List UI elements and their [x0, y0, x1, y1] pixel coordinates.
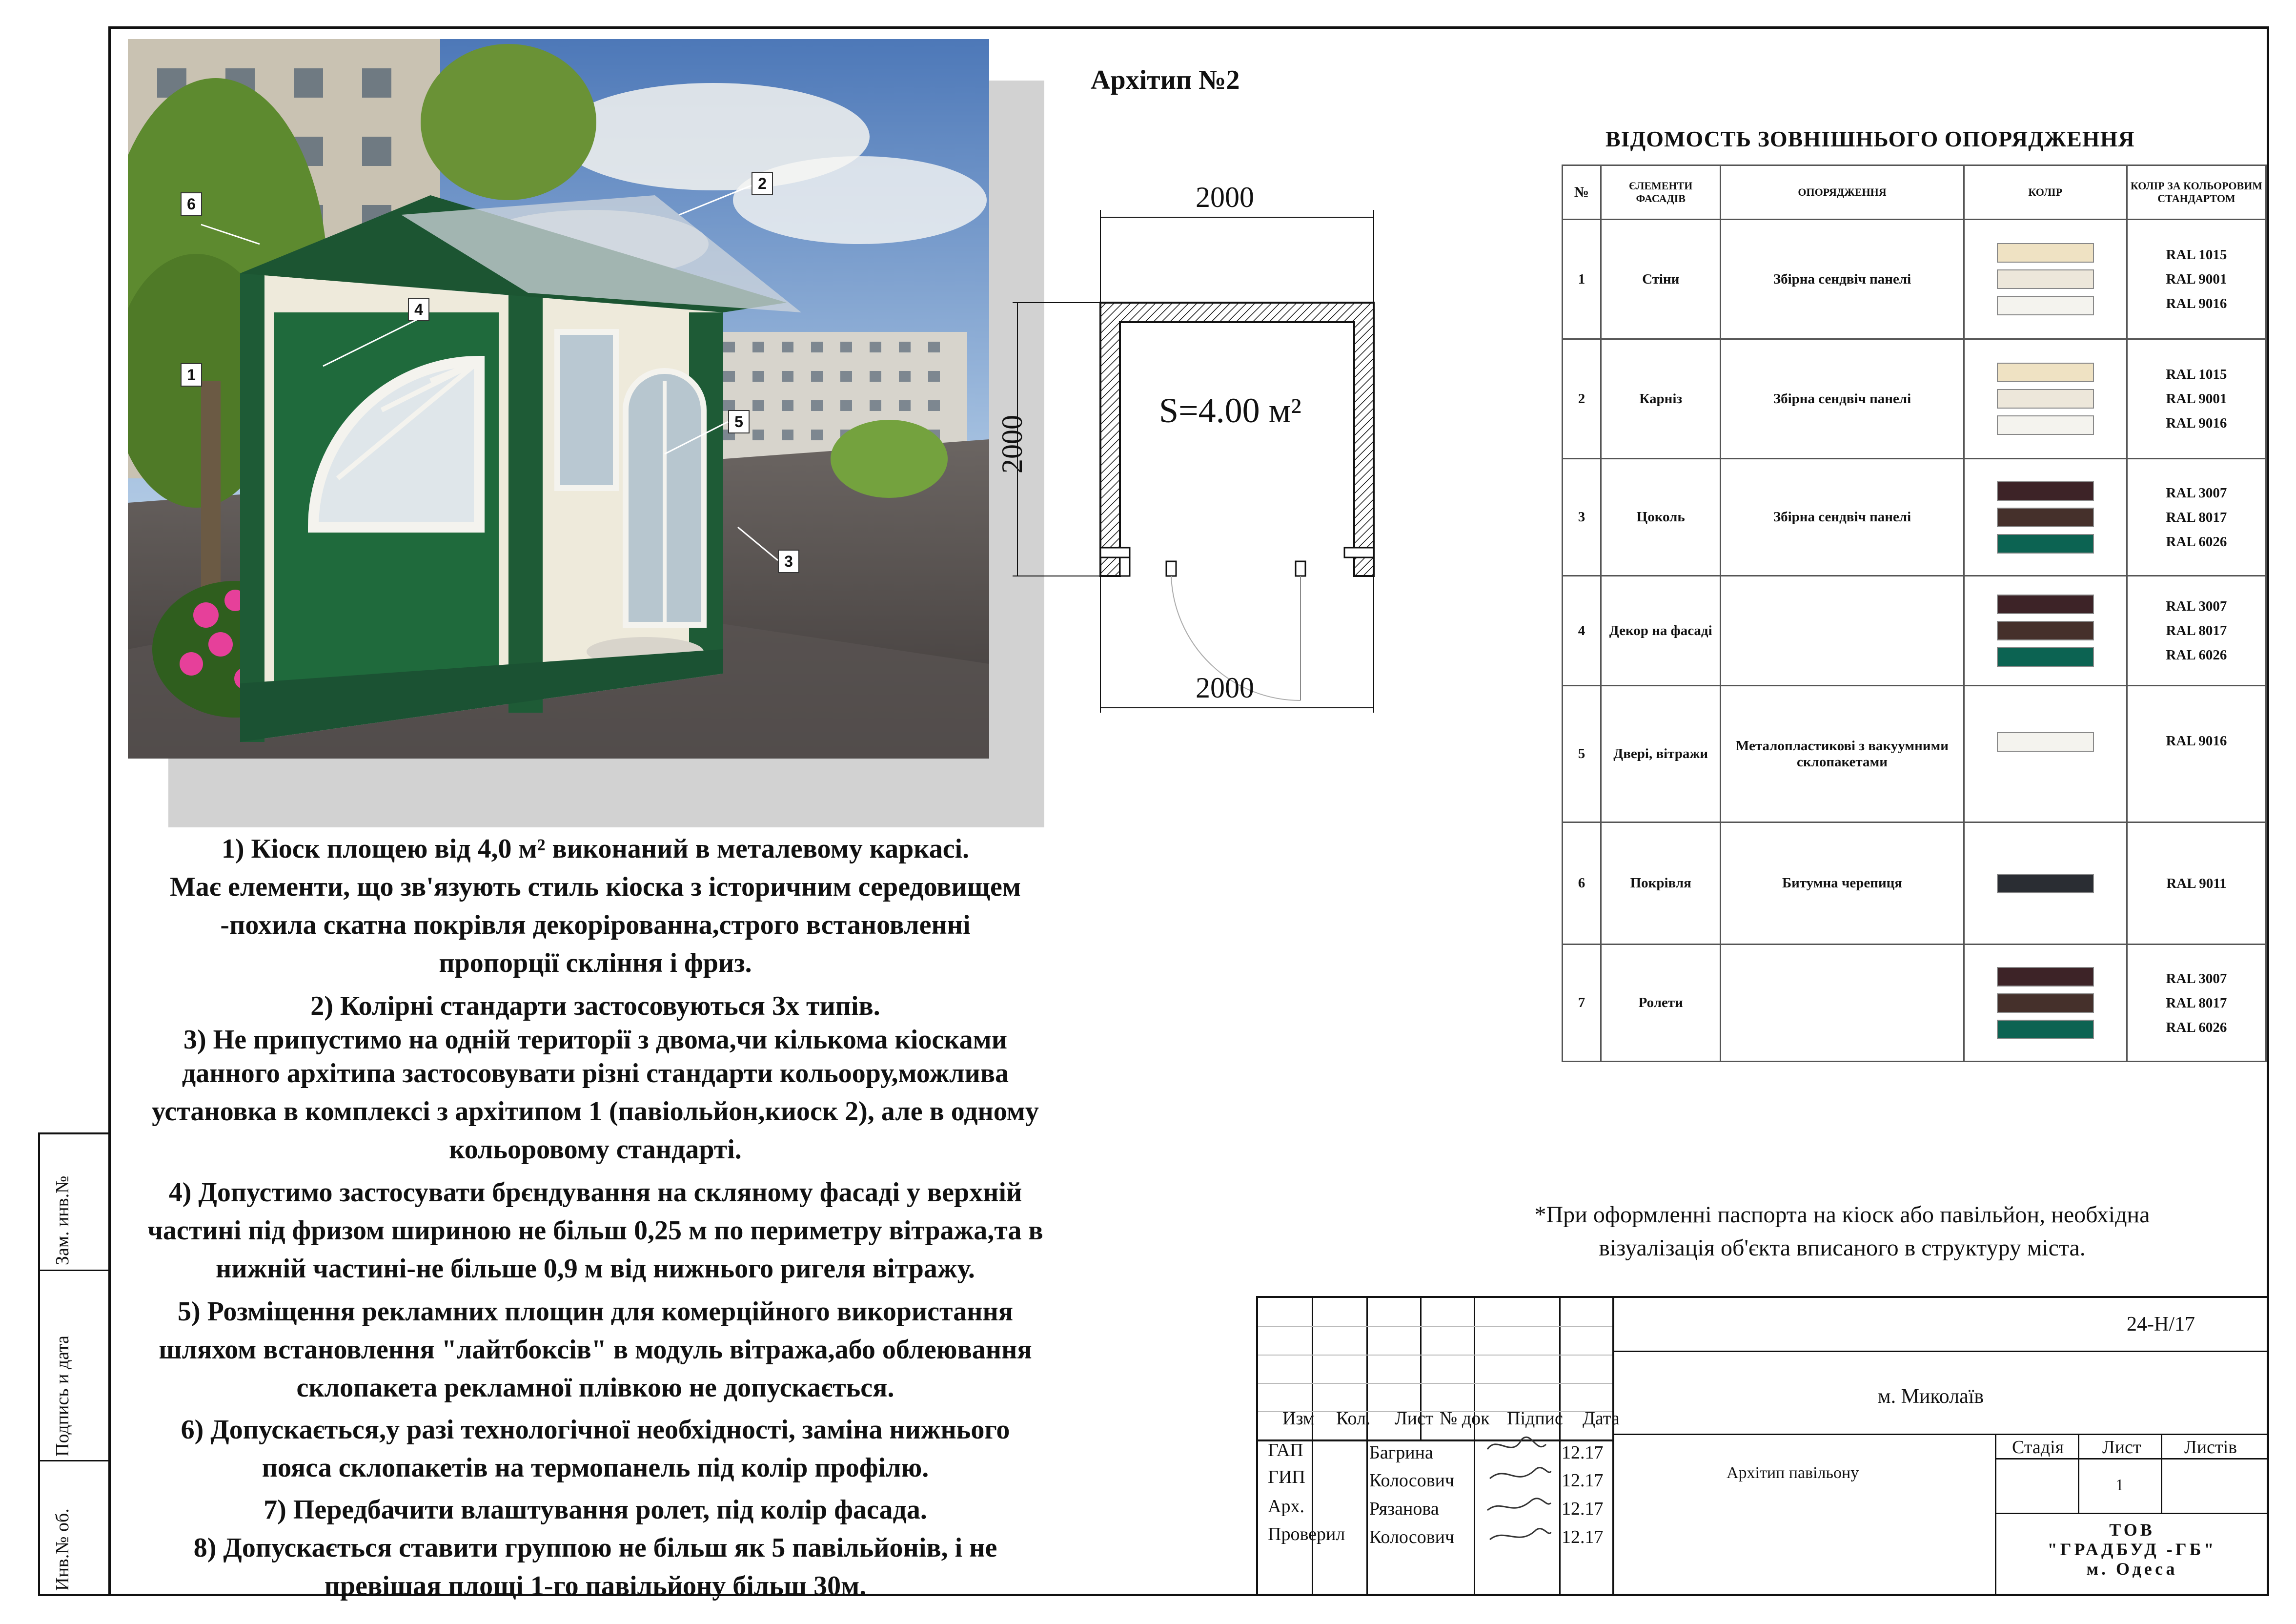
- person-name: Колосович: [1369, 1527, 1455, 1547]
- table-row: 1 Стіни Збірна сендвіч панелі RAL 1015 RAL 9001 RAL 9016: [1563, 220, 2266, 339]
- title-block: 24-Н/17 м. Миколаїв Архітип павільону Изм Кол. Лист № док Підпис Дата ГАП Багрина 12.17 ГИП Колосович 12.17 Арх. Рязанова 12.17 Проверил Колосович 12.17 Стадія Лист Листів 1 ТОВ "ГРАДБУД -ГБ" м. Одеса: [1256, 1296, 2269, 1596]
- color-swatch: [1997, 296, 2094, 315]
- table-row: 6 Покрівля Битумна черепиця RAL 9011: [1563, 822, 2266, 945]
- note-line: 2) Колірні стандарти застосовуються 3х типів.: [310, 991, 880, 1021]
- notes: [107, 830, 1083, 1605]
- color-swatch: [1997, 363, 2094, 382]
- person-name: Рязанова: [1369, 1499, 1439, 1519]
- plan-area-label: S=4.00 м²: [1159, 391, 1301, 430]
- color-swatch: [1997, 1020, 2094, 1039]
- plan-dim-side: 2000: [996, 415, 1028, 473]
- color-swatch: [1997, 595, 2094, 614]
- note-line: 6) Допускається,у разі технологічної необхідності, заміна нижнього: [181, 1415, 1010, 1445]
- person-name: Багрина: [1369, 1442, 1433, 1463]
- note-line: 1) Кіоск площею від 4,0 м² виконаний в металевому каркасі.: [221, 834, 970, 864]
- person-name: Колосович: [1369, 1470, 1455, 1491]
- drawing-code: 24-Н/17: [2127, 1313, 2195, 1336]
- table-row: 2 Карніз Збірна сендвіч панелі RAL 1015 RAL 9001 RAL 9016: [1563, 339, 2266, 459]
- note-line: установка в комплексі з архітипом 1 (павіольйон,киоск 2), але в одному: [152, 1096, 1039, 1127]
- color-swatches: [1964, 576, 2127, 686]
- color-swatch: [1997, 534, 2094, 554]
- floor-plan: [976, 176, 1415, 725]
- stamp-zam-inv: Зам. инв.№: [52, 1175, 73, 1265]
- footnote-line: *При оформленні паспорта на кіоск або павільйон, необхідна: [1534, 1202, 2150, 1228]
- city: м. Миколаїв: [1878, 1385, 1984, 1408]
- signatures: [1478, 1430, 1556, 1557]
- callout-4: 4: [408, 298, 429, 321]
- sheet-number: 1: [2115, 1476, 2124, 1494]
- table-row: 3 Цоколь Збірна сендвіч панелі RAL 3007 RAL 8017 RAL 6026: [1563, 459, 2266, 576]
- note-line: склопакета рекламної плівкою не допускається.: [296, 1373, 894, 1403]
- header-finish: ОПОРЯДЖЕННЯ: [1721, 165, 1964, 220]
- callout-3: 3: [778, 550, 799, 573]
- header-element: ЄЛЕМЕНТИ ФАСАДІВ: [1601, 165, 1720, 220]
- color-swatches: [1964, 686, 2127, 822]
- note-line: 7) Передбачити влаштування ролет, під колір фасада.: [264, 1495, 927, 1525]
- footnote: [1440, 1198, 2245, 1265]
- note-line: 4) Допустимо застосувати брєндування на скляному фасаді у верхній: [168, 1177, 1022, 1208]
- color-swatch: [1997, 993, 2094, 1013]
- color-swatches: [1964, 945, 2127, 1062]
- sign-date: 12.17: [1562, 1470, 1604, 1491]
- note-line: нижній частині-не більше 0,9 м від нижнього ригеля вітражу.: [216, 1254, 975, 1284]
- company: ТОВ "ГРАДБУД -ГБ" м. Одеса: [2047, 1520, 2217, 1579]
- header-num: №: [1563, 165, 1601, 220]
- color-swatch: [1997, 415, 2094, 435]
- sign-date: 12.17: [1562, 1442, 1604, 1463]
- page-title: Архітип №2: [1091, 65, 1240, 95]
- role: Проверил: [1268, 1524, 1345, 1544]
- note-line: кольоровому стандарті.: [449, 1134, 742, 1165]
- plan-dim-bottom: 2000: [1196, 672, 1254, 704]
- stamp-inv-ob: Инв.№ об.: [52, 1508, 73, 1591]
- callout-6: 6: [181, 192, 202, 216]
- color-swatch: [1997, 243, 2094, 263]
- finish-schedule-table: [1562, 164, 2267, 1062]
- drawing-name: Архітип павільону: [1727, 1464, 1859, 1482]
- note-line: 3) Не припустимо на одній території з двома,чи кількома кіосками: [183, 1025, 1007, 1055]
- callout-2: 2: [752, 172, 773, 195]
- color-swatch: [1997, 508, 2094, 527]
- table-row: 7 Ролети RAL 3007 RAL 8017 RAL 6026: [1563, 945, 2266, 1062]
- role: ГАП: [1268, 1440, 1303, 1460]
- color-swatch: [1997, 389, 2094, 409]
- note-line: 5) Розміщення рекламних площин для комерційного використання: [177, 1296, 1014, 1327]
- sign-date: 12.17: [1562, 1499, 1604, 1519]
- color-swatches: [1964, 822, 2127, 945]
- color-swatch: [1997, 732, 2094, 752]
- color-swatches: [1964, 220, 2127, 339]
- table-row: 4 Декор на фасаді RAL 3007 RAL 8017 RAL 6026: [1563, 576, 2266, 686]
- note-line: пропорції скління і фриз.: [439, 948, 752, 978]
- role: ГИП: [1268, 1467, 1305, 1487]
- color-swatches: [1964, 459, 2127, 576]
- color-swatch: [1997, 967, 2094, 987]
- color-swatches: [1964, 339, 2127, 459]
- plan-dim-top: 2000: [1196, 181, 1254, 213]
- note-line: частині під фризом шириною не більш 0,25 м по периметру вітража,та в: [147, 1215, 1043, 1246]
- callout-5: 5: [728, 410, 750, 433]
- kiosk-render-image: [128, 39, 989, 759]
- color-swatch: [1997, 647, 2094, 667]
- role: Арх.: [1268, 1496, 1304, 1517]
- note-line: Має елементи, що зв'язують стиль кіоска з історичним середовищем: [169, 872, 1021, 902]
- header-color: КОЛІР: [1964, 165, 2127, 220]
- note-line: пояса склопакетів на термопанель під колір профілю.: [262, 1453, 929, 1483]
- note-line: -похила скатна покрівля декорірованна,строго встановленні: [220, 910, 971, 940]
- note-line: превішая площі 1-го павільйону більш 30м.: [324, 1571, 867, 1601]
- color-swatch: [1997, 874, 2094, 893]
- color-swatch: [1997, 269, 2094, 289]
- color-swatch: [1997, 621, 2094, 640]
- callout-1: 1: [181, 363, 202, 387]
- note-line: данного архітипа застосовувати різні стандарти кольоору,можлива: [182, 1058, 1009, 1089]
- color-swatch: [1997, 481, 2094, 501]
- note-line: шляхом встановлення "лайтбоксів" в модуль вітража,або облеювання: [159, 1335, 1032, 1365]
- table-row: 5 Двері, вітражи Металопластикові з вакуумними склопакетами RAL 9016: [1563, 686, 2266, 822]
- stamp-signature-date: Подпись и дата: [52, 1335, 73, 1457]
- table-header-row: [1563, 165, 2266, 220]
- note-line: 8) Допускається ставити группою не більш як 5 павільйонів, і не: [193, 1533, 997, 1563]
- header-standard: КОЛІР ЗА КОЛЬОРОВИМ СТАНДАРТОМ: [2127, 165, 2266, 220]
- footnote-line: візуалізація об'єкта вписаного в структуру міста.: [1599, 1235, 2086, 1261]
- left-stamp: [38, 1132, 108, 1596]
- table-title: ВІДОМОСТЬ ЗОВНІШНЬОГО ОПОРЯДЖЕННЯ: [1605, 126, 2135, 151]
- sign-date: 12.17: [1562, 1527, 1604, 1547]
